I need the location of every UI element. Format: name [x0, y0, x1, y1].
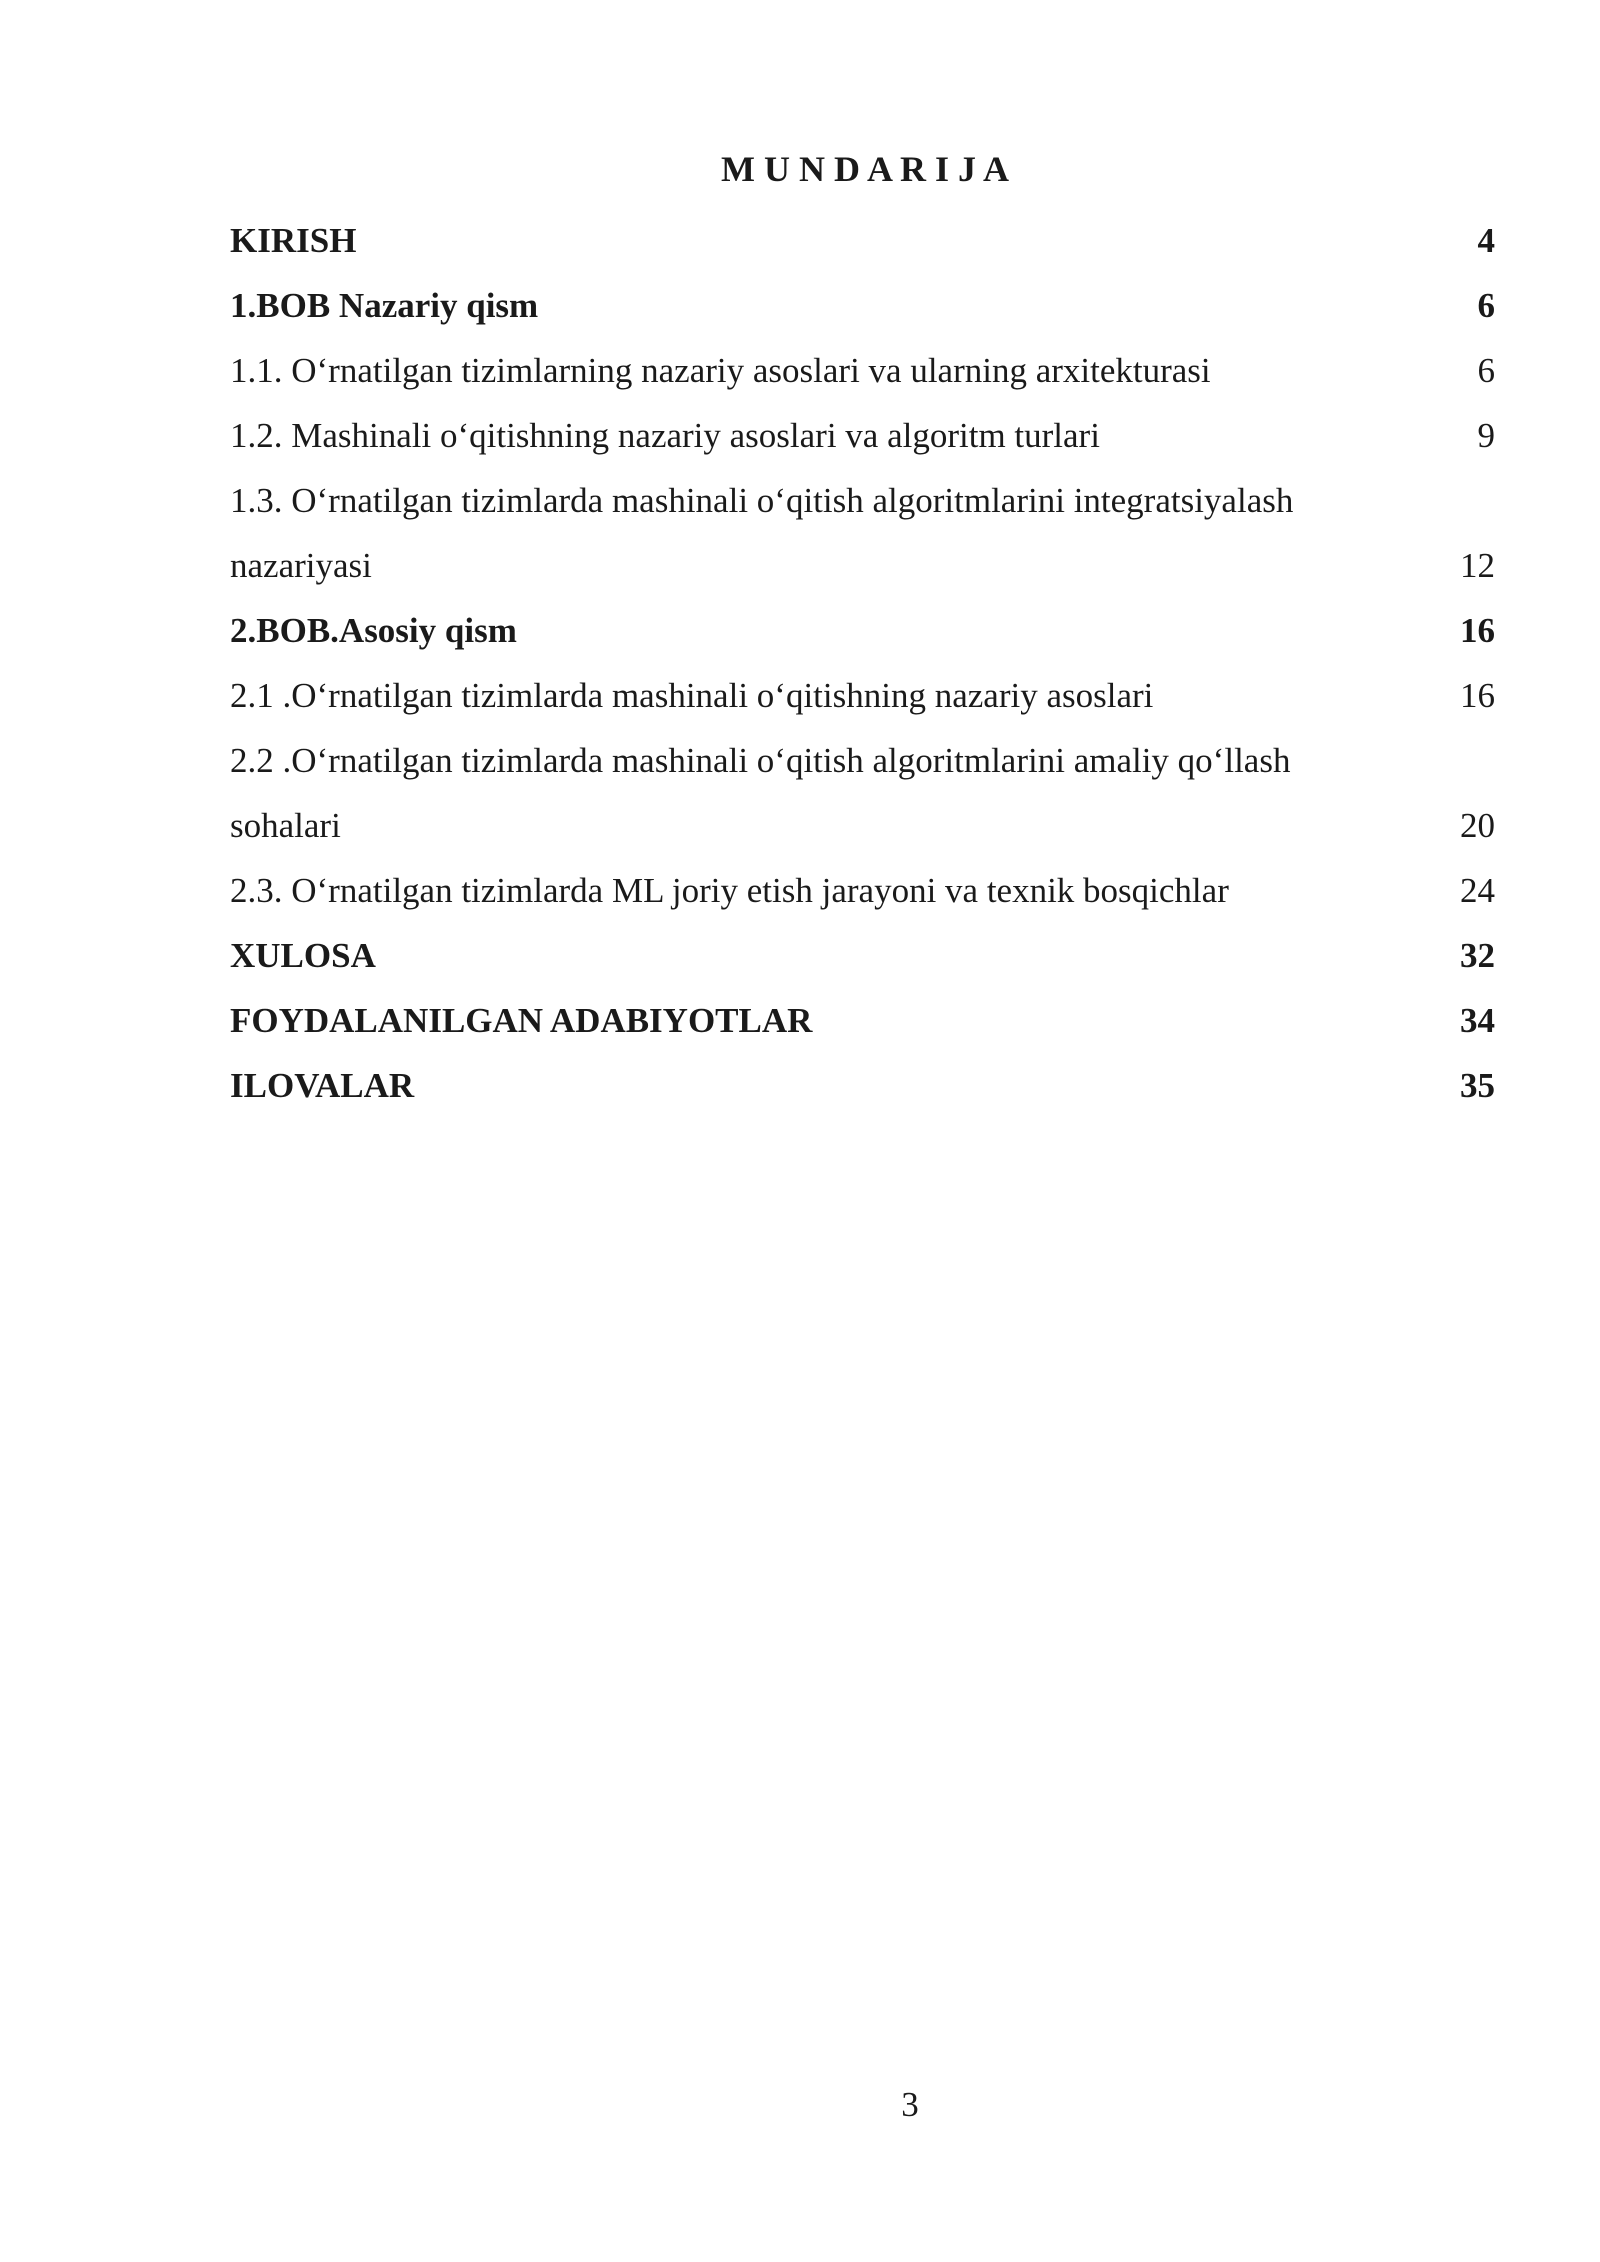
toc-entry: [230, 793, 1495, 858]
toc-entry-text: 2.BOB.Asosiy qism: [230, 611, 517, 650]
toc-entry-page: 6: [1477, 351, 1495, 390]
toc-entry-text: XULOSA: [230, 936, 376, 975]
toc-entry-page: 12: [1460, 546, 1495, 585]
toc-entry-text: KIRISH: [230, 221, 357, 260]
toc-entry-page: 4: [1477, 221, 1495, 260]
toc-entry-text: 1.3. O‘rnatilgan tizimlarda mashinali o‘qitish algoritmlarini integratsiyalash: [230, 481, 1294, 520]
toc-entry: [230, 1053, 1495, 1118]
toc-entry: [230, 728, 1495, 793]
toc-entry-text: 2.3. O‘rnatilgan tizimlarda ML joriy etish jarayoni va texnik bosqichlar: [230, 871, 1229, 910]
page-number: 3: [901, 2085, 919, 2124]
toc-entry: [230, 273, 1495, 338]
toc-entry-text: 2.2 .O‘rnatilgan tizimlarda mashinali o‘qitish algoritmlarini amaliy qo‘llash: [230, 741, 1291, 780]
toc-entry: [230, 988, 1495, 1053]
toc-entry: [230, 663, 1495, 728]
toc-entry: [230, 533, 1495, 598]
toc-entry: [230, 923, 1495, 988]
toc-entry-page: 16: [1460, 676, 1495, 715]
toc-entry-page: 32: [1460, 936, 1495, 975]
toc-entry-text: 1.BOB Nazariy qism: [230, 286, 539, 325]
toc-entry-text: 2.1 .O‘rnatilgan tizimlarda mashinali o‘qitishning nazariy asoslari: [230, 676, 1154, 715]
toc-entry-page: 9: [1477, 416, 1495, 455]
toc-entry-text: ILOVALAR: [230, 1066, 415, 1105]
toc-entry-page: 6: [1477, 286, 1495, 325]
toc-entry-text: 1.2. Mashinali o‘qitishning nazariy asoslari va algoritm turlari: [230, 416, 1100, 455]
toc-entry: [230, 598, 1495, 663]
toc-entry-page: 35: [1460, 1066, 1495, 1105]
toc-entry: [230, 403, 1495, 468]
toc-entry-page: 24: [1460, 871, 1495, 910]
toc-entry-page: 34: [1460, 1001, 1495, 1040]
toc-entry: [230, 208, 1495, 273]
toc-entry-text: FOYDALANILGAN ADABIYOTLAR: [230, 1001, 813, 1040]
toc-entry-page: 20: [1460, 806, 1495, 845]
toc-entry-page: 16: [1460, 611, 1495, 650]
toc-entry-text: nazariyasi: [230, 546, 372, 585]
toc-title: M U N D A R I J A: [720, 149, 1010, 189]
toc-entry-text: sohalari: [230, 806, 341, 845]
toc-entry: [230, 468, 1495, 533]
toc-entry-text: 1.1. O‘rnatilgan tizimlarning nazariy asoslari va ularning arxitekturasi: [230, 351, 1211, 390]
toc-entry: [230, 338, 1495, 403]
table-of-contents: [230, 208, 1495, 1118]
toc-entry: [230, 858, 1495, 923]
